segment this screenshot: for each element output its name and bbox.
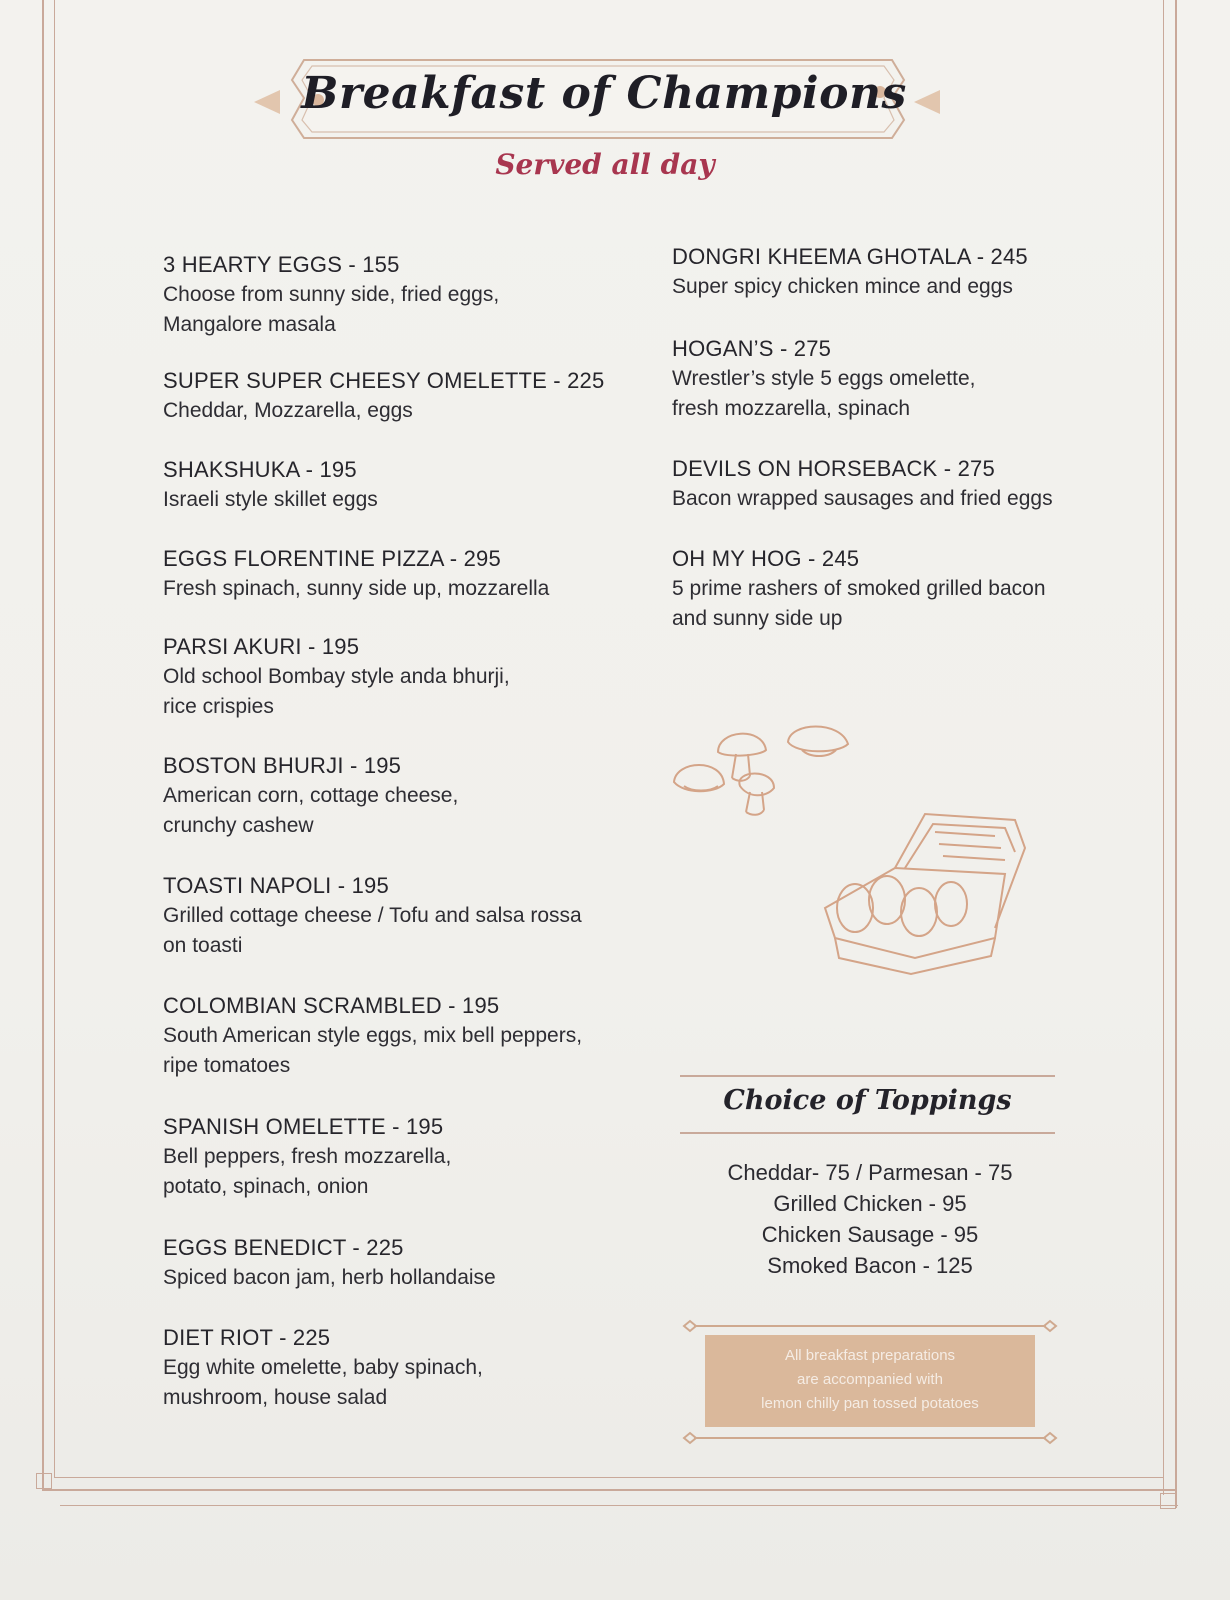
note-line: lemon chilly pan tossed potatoes (761, 1395, 979, 1412)
menu-item (672, 334, 1112, 424)
menu-item-desc: Mangalore masala (163, 313, 336, 336)
menu-item-title: DEVILS ON HORSEBACK - 275 (672, 456, 995, 481)
menu-item (163, 632, 633, 722)
menu-item-desc: Old school Bombay style anda bhurji, (163, 665, 510, 688)
toppings-rule-top (680, 1075, 1055, 1077)
menu-item (163, 544, 633, 604)
menu-item-title: COLOMBIAN SCRAMBLED - 195 (163, 993, 500, 1018)
note-line: All breakfast preparations (784, 1347, 956, 1364)
menu-item (163, 1323, 633, 1413)
menu-item-desc: Choose from sunny side, fried eggs, (163, 283, 500, 306)
frame-line (42, 0, 44, 1490)
page-subtitle: Served all day (495, 148, 715, 181)
menu-item-desc: and sunny side up (672, 607, 843, 630)
menu-item-desc: Israeli style skillet eggs (163, 488, 378, 511)
topping-item: Chicken Sausage - 95 (761, 1222, 979, 1247)
menu-item-desc: American corn, cottage cheese, (163, 784, 459, 807)
menu-item-desc: mushroom, house salad (163, 1386, 388, 1409)
topping-item: Smoked Bacon - 125 (767, 1253, 973, 1278)
menu-item (163, 455, 633, 515)
frame-line (54, 1477, 1164, 1478)
menu-item (163, 871, 633, 961)
menu-item (163, 1112, 633, 1202)
page-title: Breakfast of Champions (301, 68, 907, 119)
frame-line (42, 1489, 1177, 1491)
menu-item-title: SUPER SUPER CHEESY OMELETTE - 225 (163, 368, 605, 393)
menu-item-title: OH MY HOG - 245 (672, 546, 860, 571)
menu-item-desc: Fresh spinach, sunny side up, mozzarella (163, 577, 550, 600)
menu-item-title: SPANISH OMELETTE - 195 (163, 1114, 444, 1139)
topping-item: Cheddar- 75 / Parmesan - 75 (727, 1160, 1013, 1185)
topping-item: Grilled Chicken - 95 (773, 1191, 967, 1216)
toppings-rule-bottom (680, 1132, 1055, 1134)
menu-item (163, 751, 633, 841)
accompaniment-note (705, 1335, 1035, 1427)
menu-item-desc: Egg white omelette, baby spinach, (163, 1356, 483, 1379)
menu-item-desc: Grilled cottage cheese / Tofu and salsa rossa (163, 904, 582, 927)
frame-line (1175, 0, 1177, 1508)
toppings-title: Choice of Toppings (723, 1085, 1012, 1116)
menu-item-title: EGGS BENEDICT - 225 (163, 1235, 404, 1260)
menu-item-desc: crunchy cashew (163, 814, 314, 837)
menu-item (672, 242, 1112, 302)
menu-item (163, 366, 633, 426)
menu-item (163, 1233, 633, 1293)
menu-item-title: HOGAN’S - 275 (672, 336, 832, 361)
frame-corner (1160, 1493, 1176, 1509)
menu-item-title: DONGRI KHEEMA GHOTALA - 245 (672, 244, 1028, 269)
menu-item-desc: rice crispies (163, 695, 274, 718)
menu-item-desc: Bacon wrapped sausages and fried eggs (672, 487, 1053, 510)
menu-item-title: TOASTI NAPOLI - 195 (163, 873, 389, 898)
menu-item-title: BOSTON BHURJI - 195 (163, 753, 402, 778)
menu-item-desc: 5 prime rashers of smoked grilled bacon (672, 577, 1046, 600)
menu-item (672, 454, 1112, 514)
menu-item-desc: Super spicy chicken mince and eggs (672, 275, 1013, 298)
menu-item (163, 991, 633, 1081)
menu-item-desc: Wrestler’s style 5 eggs omelette, (672, 367, 976, 390)
frame-line (60, 1505, 1178, 1506)
menu-item (672, 544, 1112, 634)
menu-item-desc: potato, spinach, onion (163, 1175, 369, 1198)
egg-carton-illustration-icon (815, 808, 1035, 978)
menu-item-title: PARSI AKURI - 195 (163, 634, 360, 659)
frame-line (1163, 0, 1164, 1495)
note-line: are accompanied with (797, 1371, 943, 1388)
menu-item-title: DIET RIOT - 225 (163, 1325, 331, 1350)
menu-item-title: EGGS FLORENTINE PIZZA - 295 (163, 546, 501, 571)
menu-item-desc: ripe tomatoes (163, 1054, 291, 1077)
menu-item-title: 3 HEARTY EGGS - 155 (163, 252, 400, 277)
toppings-list (690, 1157, 1050, 1281)
menu-item-desc: fresh mozzarella, spinach (672, 397, 911, 420)
menu-item (163, 250, 633, 340)
menu-item-desc: Cheddar, Mozzarella, eggs (163, 399, 413, 422)
frame-line (54, 0, 55, 1478)
menu-item-title: SHAKSHUKA - 195 (163, 457, 357, 482)
menu-item-desc: Spiced bacon jam, herb hollandaise (163, 1266, 496, 1289)
frame-corner (36, 1473, 52, 1489)
header-banner (254, 50, 954, 150)
menu-item-desc: Bell peppers, fresh mozzarella, (163, 1145, 452, 1168)
menu-item-desc: South American style eggs, mix bell peppers, (163, 1024, 583, 1047)
menu-item-desc: on toasti (163, 934, 243, 957)
